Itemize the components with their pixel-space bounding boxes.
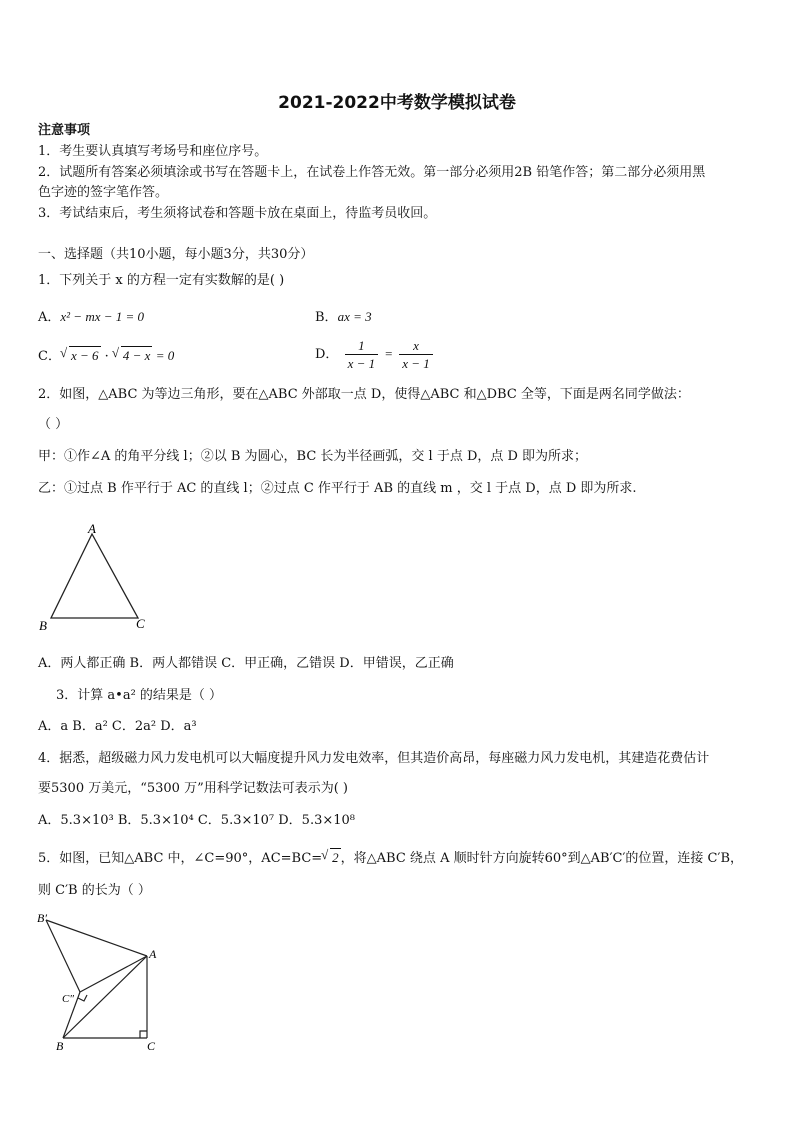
notice-item: 3．考试结束后，考生须将试卷和答题卡放在桌面上，待监考员收回。 [38,206,437,221]
label-b: B [39,618,47,633]
q5-rotation-figure [32,908,167,1058]
q4-stem-2: 要5300 万美元，“5300 万”用科学记数法可表示为( ) [38,781,349,796]
label-a: A [88,524,96,536]
section-heading: 一、选择题（共10小题，每小题3分，共30分） [38,247,314,262]
notice-item: 色字迹的签字笔作答。 [38,185,169,200]
label-b: B [56,1039,64,1053]
q2-stem: 2．如图，△ABC 为等边三角形，要在△ABC 外部取一点 D，使得△ABC 和△DBC 全等，下面是两名同学做法： [38,387,690,402]
q2-method-yi: 乙：①过点 B 作平行于 AC 的直线 l；②过点 C 作平行于 AB 的直线 m ，交 l 于点 D，点 D 即为所求. [38,481,637,496]
q1-option-b: B．ax = 3 [315,309,372,325]
q3-stem: 3．计算 a•a² 的结果是（ ） [56,688,223,703]
notice-item: 2．试题所有答案必须填涂或书写在答题卡上，在试卷上作答无效。第一部分必须用2B 铅笔作答；第二部分必须用黑 [38,165,706,180]
label-c: C [136,616,145,631]
q2-paren: （ ） [38,417,69,432]
page-title: 2021-2022中考数学模拟试卷 [278,93,516,113]
label-c: C [147,1039,156,1053]
q3-options: A．a B．a² C．2a² D．a³ [38,719,197,734]
q1-option-d: D． $\frac{1}{x - 1}$ = $\frac{x}{x - 1}$ [315,337,435,372]
notice-item: 1．考生要认真填写考场号和座位序号。 [38,144,268,159]
q4-options: A．5.3×10³ B．5.3×10⁴ C．5.3×10⁷ D．5.3×10⁸ [38,813,355,828]
q2-options: A．两人都正确 B．两人都错误 C．甲正确，乙错误 D．甲错误，乙正确 [38,656,454,671]
q1-option-a: A．x² − mx − 1 = 0 [38,309,145,325]
notice-heading: 注意事项 [38,123,91,138]
label-c-prime: C″ [62,993,74,1005]
label-a: A [149,947,157,961]
q1-stem: 1．下列关于 x 的方程一定有实数解的是( ) [38,273,285,288]
q4-stem: 4．据悉，超级磁力风力发电机可以大幅度提升风力发电效率，但其造价高昂，每座磁力风力发电机，其建造花费估计 [38,751,710,766]
q2-method-jia: 甲：①作∠A 的角平分线 l；②以 B 为圆心，BC 长为半径画弧，交 l 于点 D，点 D 即为所求； [38,449,588,464]
q1-option-c: C．√ x − 6 · √ 4 − x = 0 [38,346,174,366]
q5-stem: 5．如图，已知△ABC 中，∠C=90°，AC=BC=√ 2 ，将△ABC 绕点 A 顺时针方向旋转60°到△AB′C′的位置，连接 C′B， [38,848,743,868]
q2-triangle-figure [36,524,156,634]
q5-stem-2: 则 C′B 的长为（ ） [38,883,151,898]
label-b-prime: B′ [37,911,47,925]
